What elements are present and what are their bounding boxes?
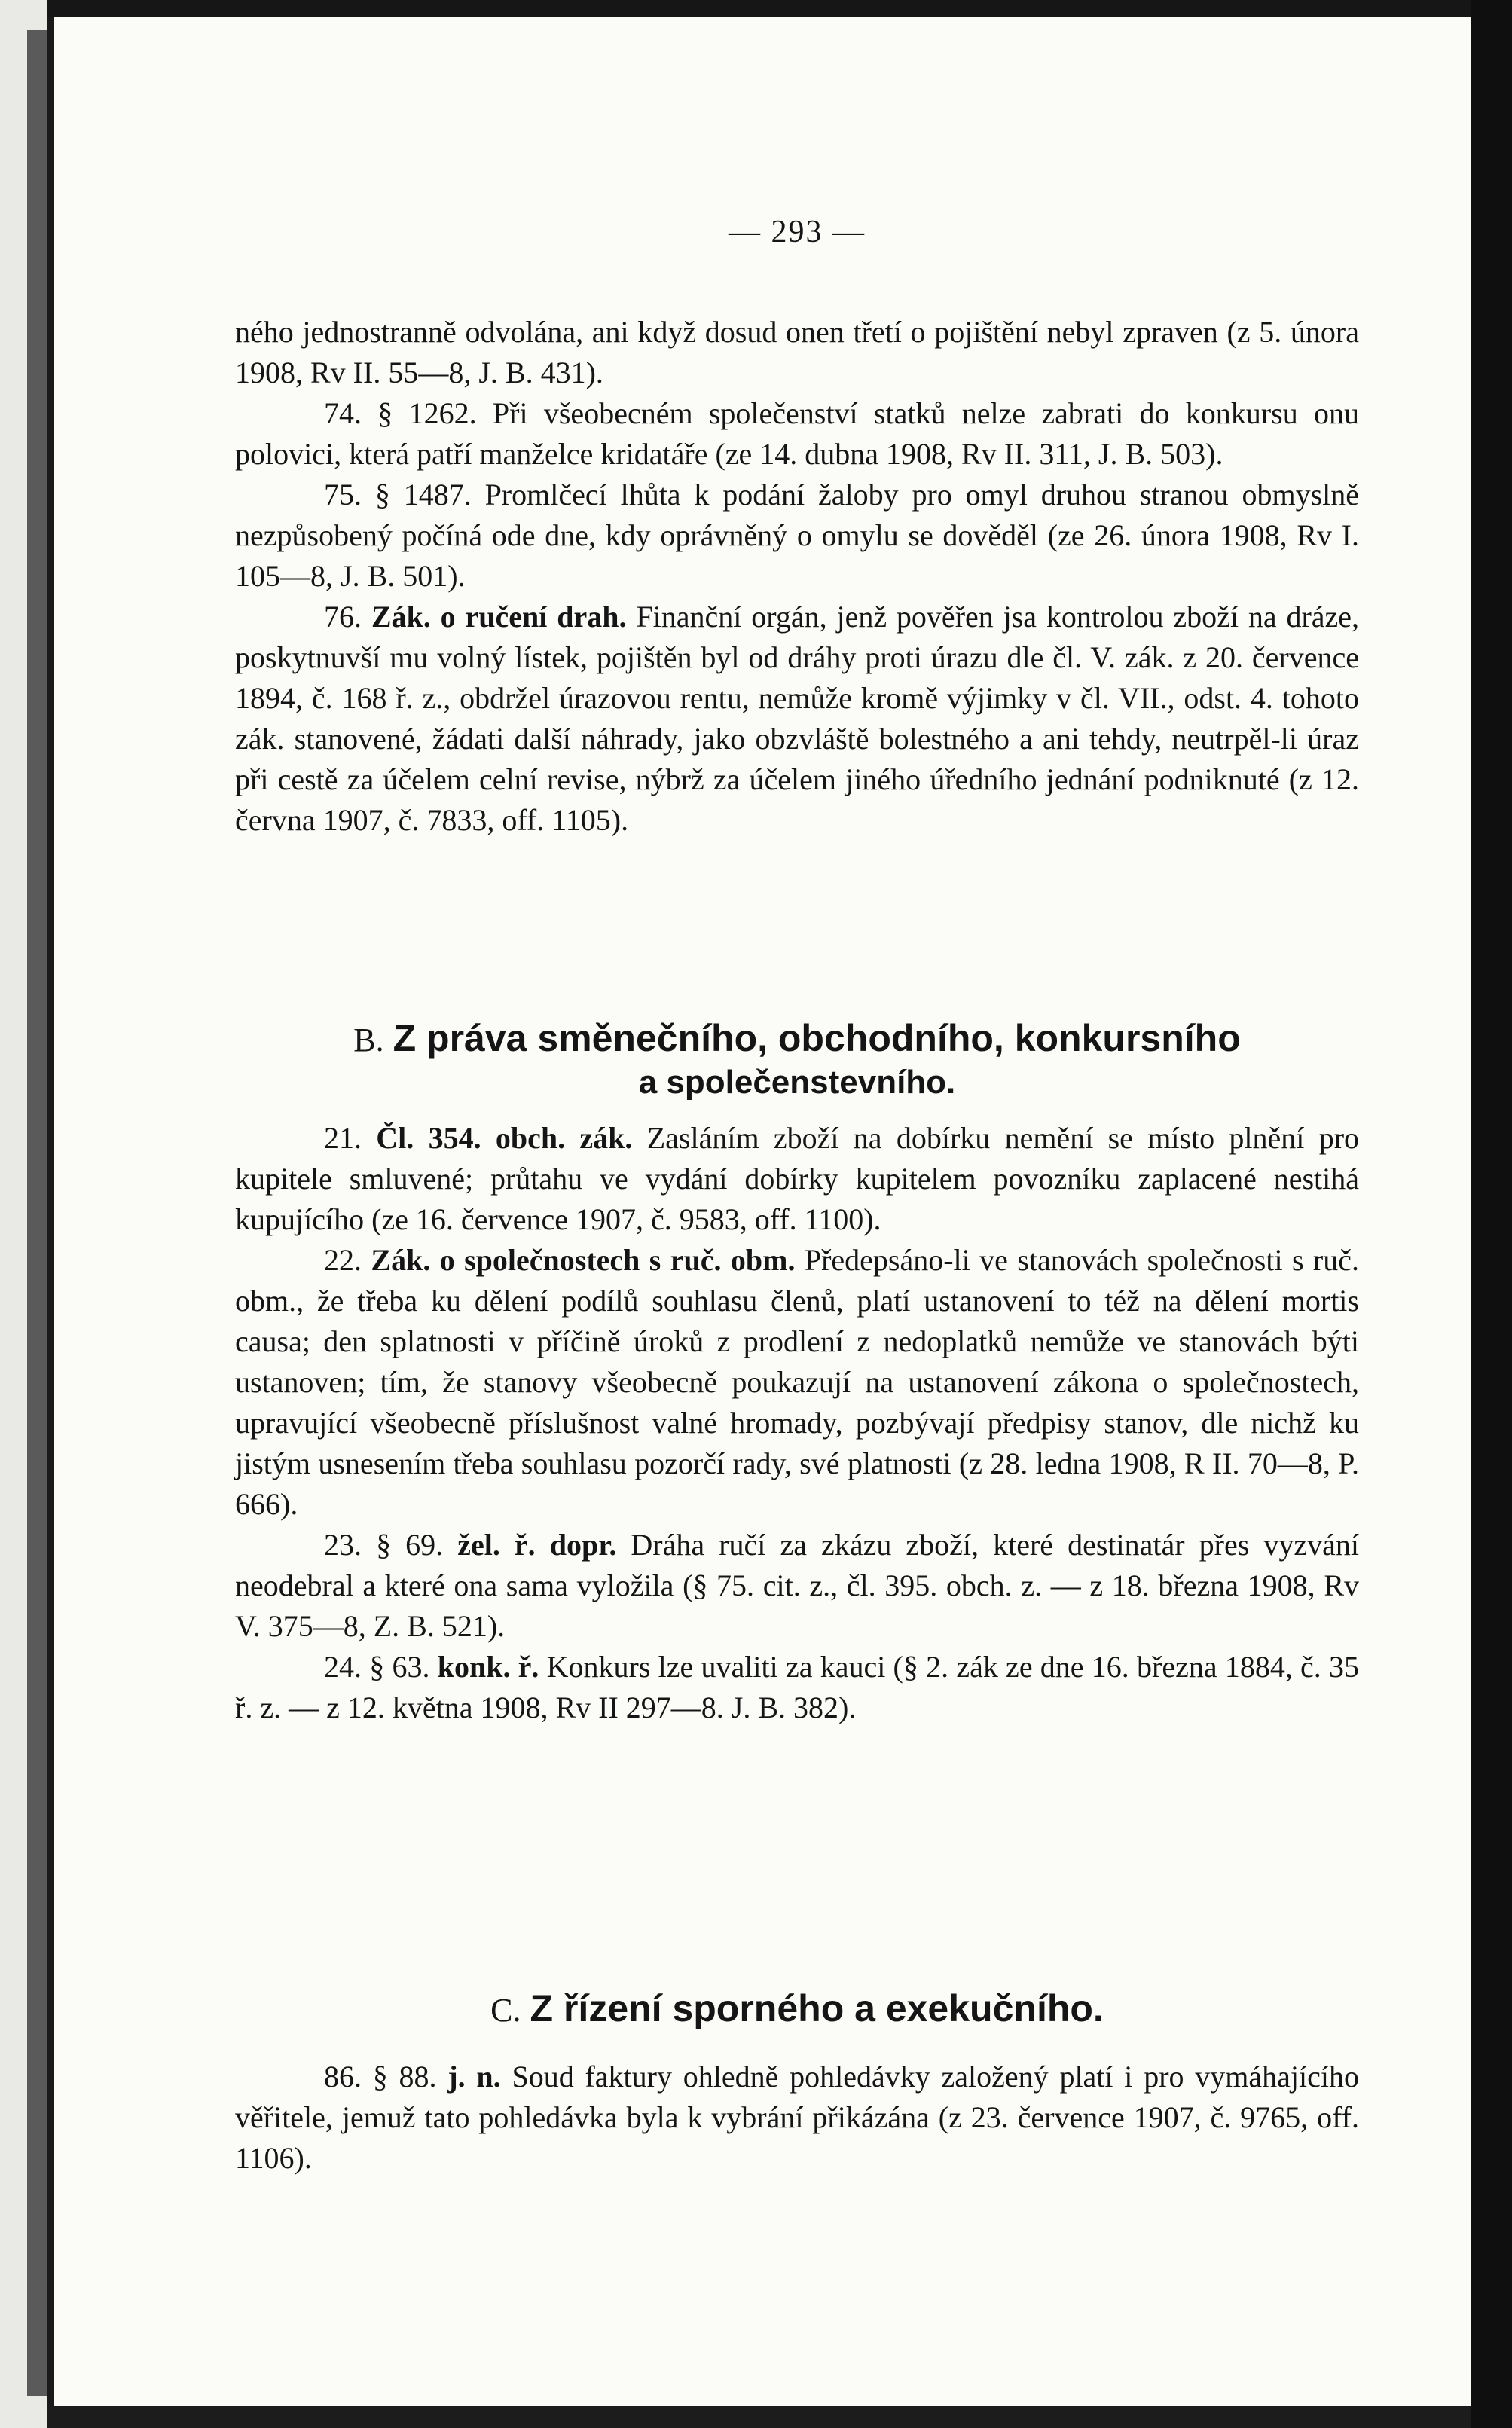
section-letter: C. — [490, 1992, 521, 2029]
section-c-heading — [235, 1987, 1359, 2032]
paragraph-lead: 75. § 1487. — [324, 478, 472, 512]
paragraph-lead-bold: žel. ř. dopr. — [457, 1528, 617, 1562]
paragraph-24: 24. § 63. konk. ř. Konkurs lze uvaliti za kauci (§ 2. zák ze dne 16. března 1884, č. 35 ř. z. — z 12. května 1908, Rv II 297—8. J. B. 382). — [235, 1650, 1360, 1724]
paragraph-lead-bold: Zák. o ručení drah. — [371, 600, 627, 634]
section-b-title-line1: B. Z práva směnečního, obchodního, konkursního — [353, 1017, 1241, 1059]
scan-border-bottom — [47, 2406, 1471, 2428]
paragraph-continuation: ného jednostranně odvolána, ani když dosud onen třetí o pojištění nebyl zpraven (z 5. února 1908, Rv II. 55—8, J. B. 431). — [235, 315, 1359, 389]
scan-border-right — [1471, 0, 1512, 2428]
section-letter: B. — [353, 1022, 384, 1058]
spine-shadow — [27, 30, 47, 2396]
paragraph-lead-bold: j. n. — [447, 2060, 501, 2094]
paragraph-23: 23. § 69. žel. ř. dopr. Dráha ručí za zkázu zboží, které destinatár přes vyzvání neodebral a které ona sama vyložila (§ 75. cit. z., čl. 395. obch. z. — z 18. března 1908, Rv V. 375—8, Z. B. 521). — [235, 1528, 1360, 1643]
section-b-body — [235, 1118, 1359, 1728]
paragraph-75: 75. § 1487. Promlčecí lhůta k podání žaloby pro omyl druhou stranou obmyslně nezpůsobený počíná ode dne, kdy oprávněný o omylu se dověděl (ze 26. února 1908, Rv I. 105—8, J. B. 501). — [235, 478, 1360, 593]
paragraph-22: 22. Zák. o společnostech s ruč. obm. Předepsáno-li ve stanovách společnosti s ruč. obm., že třeba ku dělení podílů souhlasu členů, platí ustanovení to též na dělení mortis causa; den splatnosti v příčině úroků z prodlení z nedoplatků nemůže ve stanovách býti ustanoven; tím, že stanovy všeobecně poukazují na ustanovení zákona o společnostech, upravující všeobecně příslušnost valné hromady, pozbývají předpisy stanov, dle nichž ku jistým usnesením třeba souhlasu pozorčí rady, své platnosti (z 28. ledna 1908, R II. 70—8, P. 666). — [235, 1243, 1359, 1521]
book-page — [54, 17, 1471, 2406]
paragraph-lead: 74. § 1262. — [324, 396, 477, 430]
section-c-body — [235, 2057, 1359, 2179]
paragraph-76: 76. Zák. o ručení drah. Finanční orgán, jenž pověřen jsa kontrolou zboží na dráze, poskytnuvší mu volný lístek, pojištěn byl od dráhy proti úrazu dle čl. V. zák. z 20. července 1894, č. 168 ř. z., obdržel úrazovou rentu, nemůže kromě výjimky v čl. VII., odst. 4. tohoto zák. stanovené, žádati další náhrady, jako obzvláště bolestného a ani tehdy, neutrpěl-li úraz při cestě za účelem celní revise, nýbrž za účelem jiného úředního jednání podniknuté (z 12. června 1907, č. 7833, off. 1105). — [235, 600, 1360, 837]
section-b-title-line2: a společenstevního. — [638, 1064, 956, 1101]
paragraph-lead-bold: Zák. o společnostech s ruč. obm. — [371, 1243, 796, 1277]
book-spine-edge — [0, 0, 47, 2428]
paragraph-74: 74. § 1262. Při všeobecném společenství statků nelze zabrati do konkursu onu polovici, která patří manželce kridatáře (ze 14. dubna 1908, Rv II. 311, J. B. 503). — [235, 396, 1359, 471]
paragraph-21: 21. Čl. 354. obch. zák. Zasláním zboží na dobírku nemění se místo plnění pro kupitele smluvené; průtahu ve vydání dobírky kupitelem povozníku zaplacené nestihá kupujícího (ze 16. července 1907, č. 9583, off. 1100). — [235, 1121, 1360, 1236]
paragraph-86: 86. § 88. j. n. Soud faktury ohledně pohledávky založený platí i pro vymáhajícího věřitele, jemuž tato pohledávka byla k vybrání přikázána (z 23. července 1907, č. 9765, off. 1106). — [235, 2060, 1360, 2175]
section-c-title: C. Z řízení sporného a exekučního. — [490, 1987, 1104, 2029]
paragraph-lead-bold: konk. ř. — [437, 1650, 539, 1684]
section-a-continuation — [235, 312, 1359, 841]
page-number: — 293 — — [729, 215, 866, 249]
section-b-heading — [235, 1017, 1359, 1104]
scan-border-top — [47, 0, 1471, 17]
paragraph-lead-bold: Čl. 354. obch. zák. — [376, 1121, 633, 1155]
